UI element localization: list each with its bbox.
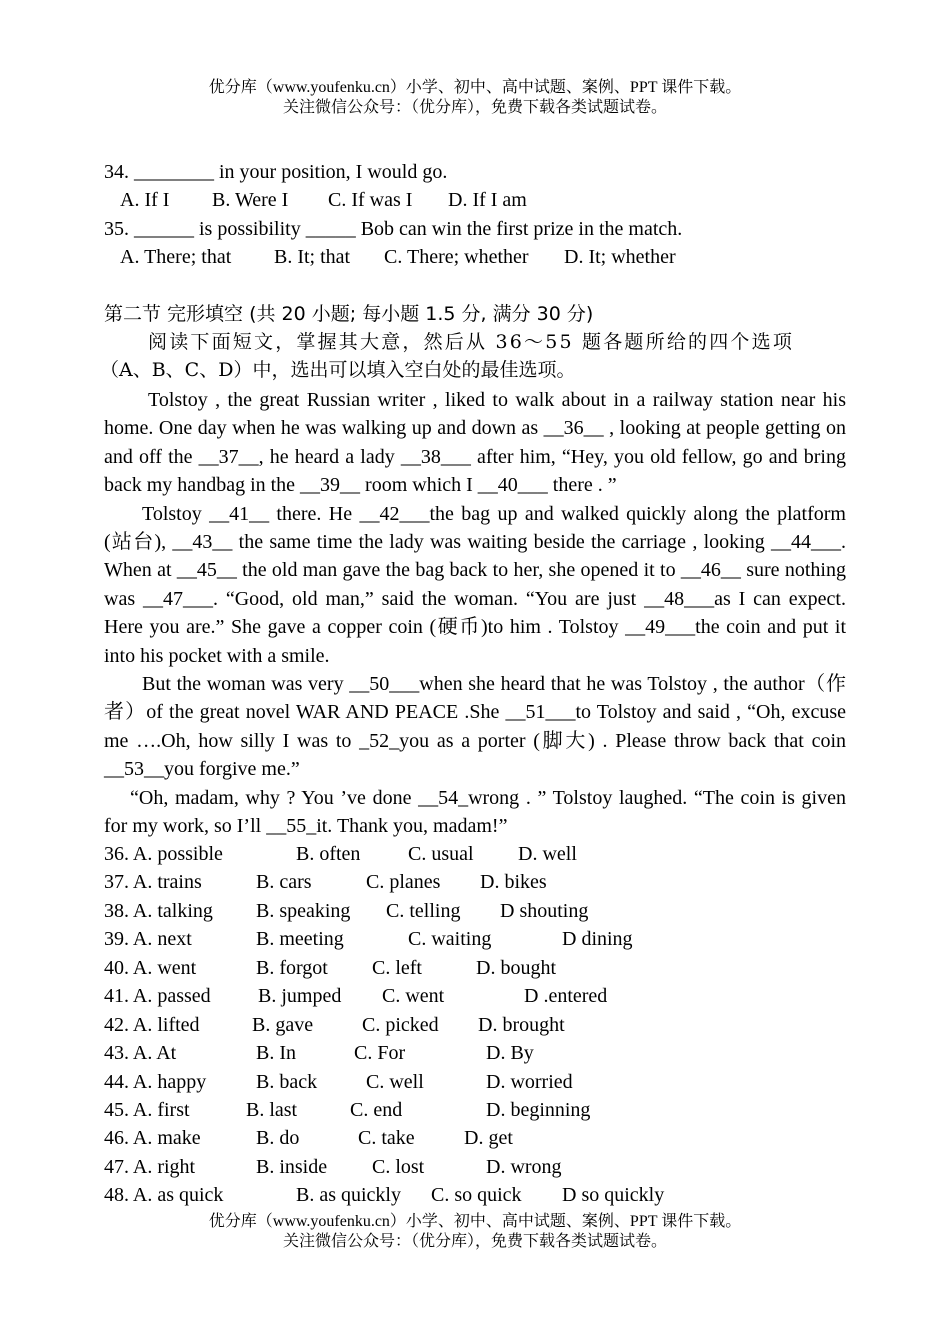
option-c: C. take: [358, 1127, 415, 1149]
option-b: B. last: [246, 1099, 298, 1121]
header-line-1: 优分库（www.youfenku.cn）小学、初中、高中试题、案例、PPT 课件下载。: [208, 79, 742, 96]
option-c: C. If was I: [328, 189, 413, 211]
option-c: C. There; whether: [384, 246, 529, 268]
option-b: B. In: [256, 1042, 296, 1064]
option-d: D. brought: [478, 1014, 565, 1036]
header-line-2: 关注微信公众号：（优分库），免费下载各类试题试卷。: [282, 99, 667, 116]
option-a: 36. A. possible: [104, 843, 223, 865]
question-34-stem: 34. ________ in your position, I would go.: [104, 161, 448, 183]
instruction-line-1: 阅读下面短文，掌握其大意，然后从 36～55 题各题所给的四个选项: [148, 331, 795, 353]
option-c: C. went: [382, 985, 445, 1007]
option-a: 40. A. went: [104, 957, 197, 979]
option-d: D. bought: [476, 957, 556, 979]
option-a: 44. A. happy: [104, 1071, 207, 1093]
option-b: B. jumped: [258, 985, 342, 1007]
option-a: 37. A. trains: [104, 871, 202, 893]
option-d: D. By: [486, 1042, 534, 1064]
option-c: C. waiting: [408, 928, 492, 950]
option-b: B. forgot: [256, 957, 328, 979]
option-d: D. It; whether: [564, 246, 676, 268]
option-d: D .entered: [524, 985, 608, 1007]
option-c: C. For: [354, 1042, 406, 1064]
section-instructions: [100, 328, 846, 385]
option-a: 48. A. as quick: [104, 1184, 224, 1206]
option-a: 42. A. lifted: [104, 1014, 200, 1036]
option-d: D. bikes: [480, 871, 547, 893]
option-c: C. well: [366, 1071, 424, 1093]
option-a: 41. A. passed: [104, 985, 211, 1007]
section-title: 第二节 完形填空 (共 20 小题; 每小题 1.5 分, 满分 30 分): [104, 303, 594, 325]
option-c: C. usual: [408, 843, 474, 865]
option-d: D. get: [464, 1127, 513, 1149]
page-footer: [0, 1212, 950, 1252]
option-c: C. planes: [366, 871, 441, 893]
option-c: C. telling: [386, 900, 461, 922]
option-d: D. If I am: [448, 189, 527, 211]
passage-paragraph-4: “Oh, madam, why ? You ’ve done __54_wrong . ” Tolstoy laughed. “The coin is given for my work, so I’ll __55_it. Thank you, madam!”: [104, 786, 846, 838]
option-d: D. worried: [486, 1071, 573, 1093]
option-a: 45. A. first: [104, 1099, 190, 1121]
option-b: B. speaking: [256, 900, 351, 922]
option-b: B. back: [256, 1071, 318, 1093]
passage-paragraph-3: But the woman was very __50___when she heard that he was Tolstoy , the author（作者）of the great novel WAR AND PEACE .She __51___to Tolstoy and said , “Oh, excuse me ….Oh, how silly I was to _52_you as a porter (脚大) . Please throw back that coin __53__you forgive me.”: [104, 673, 846, 781]
option-d: D. well: [518, 843, 577, 865]
option-b: B. as quickly: [296, 1184, 401, 1206]
passage-paragraph-1: Tolstoy , the great Russian writer , liked to walk about in a railway station near his home. One day when he was walking up and down as __36__ , looking at people getting on and off the __37__, he heard a lady __38___ after him, “Hey, you old fellow, go and bring back my handbag in the __39__ room which I __40___ there . ”: [104, 389, 846, 497]
option-a: 43. A. At: [104, 1042, 177, 1064]
option-d: D. beginning: [486, 1099, 591, 1121]
option-d: D. wrong: [486, 1156, 562, 1178]
footer-line-1: 优分库（www.youfenku.cn）小学、初中、高中试题、案例、PPT 课件下载。: [208, 1213, 742, 1230]
passage-paragraph-2: Tolstoy __41__ there. He __42___the bag up and walked quickly along the platform (站台), __43__ the same time the lady was waiting beside the carriage , looking __44___. When at __45__ the old man gave the bag back to her, she opened it to __46__ sure nothing was __47___. “Good, old man,” said the woman. “You are just __48___as I can expect. Here you are.” She gave a copper coin (硬币)to him . Tolstoy __49___the coin and put it into his pocket with a smile.: [104, 502, 846, 667]
footer-line-2: 关注微信公众号：（优分库），免费下载各类试题试卷。: [282, 1233, 667, 1250]
option-c: C. picked: [362, 1014, 439, 1036]
option-b: B. meeting: [256, 928, 344, 950]
page-header: [0, 78, 950, 118]
option-b: B. It; that: [274, 246, 351, 268]
option-c: C. left: [372, 957, 422, 979]
option-a: 47. A. right: [104, 1156, 196, 1178]
option-a: A. There; that: [120, 246, 232, 268]
option-c: C. so quick: [431, 1184, 522, 1206]
option-b: B. cars: [256, 871, 312, 893]
option-b: B. gave: [252, 1014, 314, 1036]
option-b: B. inside: [256, 1156, 328, 1178]
option-c: C. lost: [372, 1156, 425, 1178]
instruction-line-2: （A、B、C、D）中，选出可以填入空白处的最佳选项。: [100, 359, 576, 382]
option-d: D dining: [562, 928, 633, 950]
option-b: B. often: [296, 843, 361, 865]
option-a: A. If I: [120, 189, 170, 211]
option-a: 46. A. make: [104, 1127, 201, 1149]
cloze-passage: [104, 386, 846, 841]
question-35-stem: 35. ______ is possibility _____ Bob can win the first prize in the match.: [104, 218, 683, 240]
option-b: B. do: [256, 1127, 300, 1149]
option-d: D so quickly: [562, 1184, 665, 1206]
option-b: B. Were I: [212, 189, 289, 211]
option-a: 38. A. talking: [104, 900, 213, 922]
option-d: D shouting: [500, 900, 589, 922]
option-c: C. end: [350, 1099, 403, 1121]
option-a: 39. A. next: [104, 928, 192, 950]
